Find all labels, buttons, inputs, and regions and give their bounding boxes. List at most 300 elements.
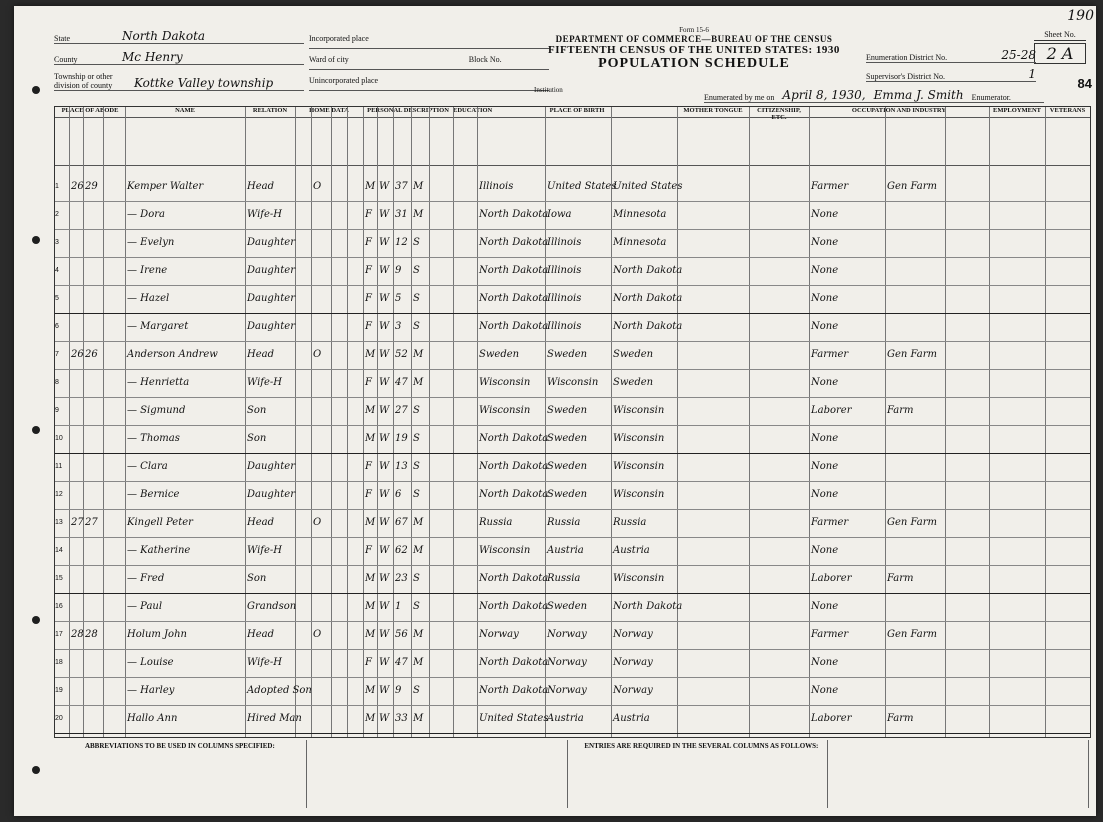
- cell-n: 14: [55, 547, 63, 554]
- cell-bpf: Austria: [547, 545, 584, 556]
- cell-dw: 26: [71, 181, 84, 192]
- cell-race: W: [379, 629, 390, 640]
- location-header: [54, 26, 304, 94]
- cell-sex: F: [365, 293, 372, 304]
- cell-rel: Wife-H: [247, 545, 283, 556]
- state-label: State: [54, 34, 70, 43]
- cell-rel: Son: [247, 573, 267, 584]
- cell-bpf: Austria: [547, 713, 584, 724]
- cell-mar: S: [413, 685, 420, 696]
- cell-n: 11: [55, 463, 63, 470]
- cell-age: 52: [395, 349, 408, 360]
- cell-bpm: North Dakota: [613, 265, 683, 276]
- cell-rel: Daughter: [247, 293, 295, 304]
- cell-bp: North Dakota: [479, 601, 549, 612]
- cell-mar: S: [413, 489, 420, 500]
- enum-district-value: 25-28: [1001, 48, 1036, 62]
- cell-bp: North Dakota: [479, 489, 549, 500]
- cell-own: O: [313, 349, 322, 360]
- cell-n: 7: [55, 351, 59, 358]
- cell-name: — Katherine: [127, 545, 191, 556]
- cell-name: — Clara: [127, 461, 168, 472]
- group-personal-description: PERSONAL DESCRIPTION: [363, 107, 453, 118]
- cell-ind: Farm: [887, 405, 914, 416]
- cell-sex: F: [365, 377, 372, 388]
- group-home-data: HOME DATA: [295, 107, 363, 118]
- cell-name: — Fred: [127, 573, 165, 584]
- cell-occ: Farmer: [811, 517, 849, 528]
- cell-sex: M: [365, 573, 376, 584]
- cell-ind: Gen Farm: [887, 181, 938, 192]
- cell-bp: North Dakota: [479, 685, 549, 696]
- cell-occ: None: [811, 685, 839, 696]
- cell-bpf: Sweden: [547, 433, 588, 444]
- cell-bpm: Austria: [613, 545, 650, 556]
- cell-age: 33: [395, 713, 408, 724]
- cell-mar: M: [413, 377, 424, 388]
- cell-bpm: Minnesota: [613, 237, 667, 248]
- cell-bp: Illinois: [479, 181, 514, 192]
- cell-bpf: Wisconsin: [547, 377, 599, 388]
- cell-age: 9: [395, 685, 402, 696]
- cell-bpf: Iowa: [547, 209, 572, 220]
- cell-age: 1: [395, 601, 402, 612]
- cell-sex: M: [365, 601, 376, 612]
- cell-bpm: Norway: [613, 629, 653, 640]
- cell-rel: Wife-H: [247, 377, 283, 388]
- cell-mar: S: [413, 601, 420, 612]
- place-header: [309, 34, 549, 97]
- cell-bpf: United States: [547, 181, 617, 192]
- cell-age: 47: [395, 657, 408, 668]
- corner-note: 190: [1067, 8, 1094, 24]
- cell-occ: Farmer: [811, 629, 849, 640]
- table-row: [55, 285, 1090, 314]
- population-table: [54, 106, 1091, 738]
- cell-mar: M: [413, 713, 424, 724]
- cell-age: 5: [395, 293, 402, 304]
- cell-race: W: [379, 461, 390, 472]
- table-row: [55, 397, 1090, 426]
- cell-mar: M: [413, 629, 424, 640]
- cell-ind: Gen Farm: [887, 629, 938, 640]
- binder-hole: [32, 86, 40, 94]
- cell-n: 1: [55, 183, 59, 190]
- cell-bp: Wisconsin: [479, 545, 531, 556]
- cell-bp: North Dakota: [479, 293, 549, 304]
- cell-n: 5: [55, 295, 59, 302]
- cell-bpf: Sweden: [547, 489, 588, 500]
- cell-bpf: Illinois: [547, 321, 582, 332]
- cell-name: — Bernice: [127, 489, 180, 500]
- cell-occ: None: [811, 293, 839, 304]
- cell-bp: North Dakota: [479, 209, 549, 220]
- district-header: [866, 48, 1036, 86]
- table-row: [55, 453, 1090, 482]
- cell-sex: M: [365, 629, 376, 640]
- cell-bpf: Sweden: [547, 461, 588, 472]
- cell-bpf: Sweden: [547, 349, 588, 360]
- cell-bp: Russia: [479, 517, 513, 528]
- cell-name: — Louise: [127, 657, 174, 668]
- cell-sex: F: [365, 545, 372, 556]
- cell-bpf: Illinois: [547, 237, 582, 248]
- abbreviations-block: [54, 740, 307, 808]
- ward-label: Ward of city: [309, 55, 349, 64]
- cell-occ: None: [811, 545, 839, 556]
- cell-rel: Adopted Son: [247, 685, 312, 696]
- cell-sex: M: [365, 405, 376, 416]
- cell-rel: Head: [247, 629, 275, 640]
- cell-name: Anderson Andrew: [127, 349, 218, 360]
- table-row: [55, 313, 1090, 342]
- cell-own: O: [313, 629, 322, 640]
- table-row: [55, 593, 1090, 622]
- enumerator-name: Emma J. Smith: [873, 88, 964, 102]
- cell-mar: S: [413, 237, 420, 248]
- cell-bpm: North Dakota: [613, 293, 683, 304]
- group-place-of-abode: PLACE OF ABODE: [55, 107, 125, 118]
- cell-occ: None: [811, 489, 839, 500]
- cell-bpm: Wisconsin: [613, 405, 665, 416]
- cell-n: 15: [55, 575, 63, 582]
- table-row: [55, 649, 1090, 678]
- cell-mar: S: [413, 293, 420, 304]
- cell-occ: Farmer: [811, 181, 849, 192]
- cell-ind: Gen Farm: [887, 517, 938, 528]
- cell-occ: Laborer: [811, 573, 852, 584]
- cell-mar: S: [413, 405, 420, 416]
- cell-name: — Harley: [127, 685, 175, 696]
- cell-bpm: United States: [613, 181, 683, 192]
- cell-occ: None: [811, 209, 839, 220]
- enum-district-label: Enumeration District No.: [866, 53, 948, 62]
- cell-dw: 28: [71, 629, 84, 640]
- cell-bpm: Wisconsin: [613, 461, 665, 472]
- cell-sex: M: [365, 517, 376, 528]
- entries-block: [576, 740, 829, 808]
- cell-mar: S: [413, 265, 420, 276]
- cell-bpm: Wisconsin: [613, 433, 665, 444]
- cell-name: Kingell Peter: [127, 517, 193, 528]
- abbreviations-title: ABBREVIATIONS TO BE USED IN COLUMNS SPECIFIED:: [84, 742, 275, 750]
- cell-bp: North Dakota: [479, 433, 549, 444]
- cell-bpm: Minnesota: [613, 209, 667, 220]
- cell-mar: S: [413, 321, 420, 332]
- cell-rel: Grandson: [247, 601, 297, 612]
- cell-race: W: [379, 377, 390, 388]
- cell-bpf: Sweden: [547, 601, 588, 612]
- cell-sex: F: [365, 237, 372, 248]
- cell-rel: Head: [247, 349, 275, 360]
- cell-race: W: [379, 181, 390, 192]
- cell-n: 20: [55, 715, 63, 722]
- cell-rel: Wife-H: [247, 209, 283, 220]
- cell-name: — Dora: [127, 209, 165, 220]
- table-row: [55, 509, 1090, 538]
- cell-name: Hallo Ann: [127, 713, 178, 724]
- ward-of-city: [309, 55, 549, 70]
- cell-mar: M: [413, 657, 424, 668]
- cell-rel: Daughter: [247, 321, 295, 332]
- cell-race: W: [379, 601, 390, 612]
- cell-bpf: Russia: [547, 573, 581, 584]
- incorporated-place: Incorporated place: [309, 34, 549, 49]
- cell-own: O: [313, 517, 322, 528]
- cell-dw: 26: [71, 349, 84, 360]
- table-row: [55, 173, 1090, 202]
- group-place-of-birth: PLACE OF BIRTH: [477, 107, 677, 118]
- cell-sex: F: [365, 489, 372, 500]
- cell-age: 9: [395, 265, 402, 276]
- cell-age: 67: [395, 517, 408, 528]
- cell-name: — Paul: [127, 601, 163, 612]
- cell-rel: Hired Man: [247, 713, 302, 724]
- cell-bp: Norway: [479, 629, 519, 640]
- cell-rel: Wife-H: [247, 657, 283, 668]
- cell-rel: Daughter: [247, 461, 295, 472]
- binder-hole: [32, 426, 40, 434]
- cell-race: W: [379, 265, 390, 276]
- cell-name: — Irene: [127, 265, 168, 276]
- cell-bp: United States: [479, 713, 549, 724]
- group-name: NAME: [125, 107, 245, 118]
- sheet-label: Sheet No.: [1034, 30, 1086, 41]
- cell-bp: North Dakota: [479, 573, 549, 584]
- cell-race: W: [379, 349, 390, 360]
- cell-rel: Daughter: [247, 237, 295, 248]
- department-title: DEPARTMENT OF COMMERCE—BUREAU OF THE CENSUS: [555, 34, 833, 44]
- form-footer: [54, 740, 1089, 808]
- cell-age: 13: [395, 461, 408, 472]
- cell-occ: None: [811, 433, 839, 444]
- cell-race: W: [379, 685, 390, 696]
- cell-mar: S: [413, 461, 420, 472]
- table-row: [55, 565, 1090, 594]
- cell-mar: M: [413, 545, 424, 556]
- enumerated-date: April 8, 1930,: [782, 88, 866, 102]
- state-value: North Dakota: [122, 29, 206, 43]
- census-title: FIFTEENTH CENSUS OF THE UNITED STATES: 1930: [548, 44, 840, 56]
- table-row: [55, 369, 1090, 398]
- cell-fam: 29: [85, 181, 98, 192]
- cell-n: 9: [55, 407, 59, 414]
- cell-name: — Thomas: [127, 433, 180, 444]
- cell-bpf: Norway: [547, 657, 587, 668]
- schedule-title: POPULATION SCHEDULE: [598, 56, 790, 71]
- cell-occ: Laborer: [811, 713, 852, 724]
- cell-occ: Laborer: [811, 405, 852, 416]
- table-row: [55, 481, 1090, 510]
- group-relation: RELATION: [245, 107, 295, 118]
- cell-mar: M: [413, 349, 424, 360]
- cell-ind: Farm: [887, 713, 914, 724]
- table-row: [55, 201, 1090, 230]
- cell-n: 13: [55, 519, 63, 526]
- cell-ind: Farm: [887, 573, 914, 584]
- cell-occ: Farmer: [811, 349, 849, 360]
- cell-bpm: Wisconsin: [613, 573, 665, 584]
- cell-sex: M: [365, 349, 376, 360]
- cell-bp: North Dakota: [479, 265, 549, 276]
- cell-mar: M: [413, 517, 424, 528]
- cell-occ: None: [811, 265, 839, 276]
- cell-age: 19: [395, 433, 408, 444]
- cell-bpm: Sweden: [613, 349, 654, 360]
- group-occupation: OCCUPATION AND INDUSTRY: [809, 107, 989, 118]
- cell-rel: Son: [247, 405, 267, 416]
- cell-n: 10: [55, 435, 63, 442]
- cell-n: 2: [55, 211, 59, 218]
- entries-title: ENTRIES ARE REQUIRED IN THE SEVERAL COLUMNS AS FOLLOWS:: [584, 742, 819, 750]
- cell-bp: North Dakota: [479, 321, 549, 332]
- cell-bpf: Norway: [547, 629, 587, 640]
- cell-name: — Margaret: [127, 321, 189, 332]
- cell-n: 6: [55, 323, 59, 330]
- cell-race: W: [379, 657, 390, 668]
- cell-mar: M: [413, 209, 424, 220]
- cell-n: 17: [55, 631, 63, 638]
- cell-name: — Hazel: [127, 293, 170, 304]
- cell-name: Holum John: [127, 629, 187, 640]
- cell-n: 3: [55, 239, 59, 246]
- cell-bp: North Dakota: [479, 237, 549, 248]
- cell-age: 56: [395, 629, 408, 640]
- cell-n: 8: [55, 379, 59, 386]
- cell-sex: F: [365, 321, 372, 332]
- cell-fam: 27: [85, 517, 98, 528]
- cell-occ: None: [811, 321, 839, 332]
- binder-hole: [32, 236, 40, 244]
- cell-age: 62: [395, 545, 408, 556]
- enumerator-label: Enumerator.: [971, 93, 1011, 102]
- sheet-value: 2 A: [1034, 43, 1086, 64]
- table-row: [55, 257, 1090, 286]
- footer-block: [315, 740, 568, 808]
- cell-sex: F: [365, 657, 372, 668]
- supervisor-label: Supervisor's District No.: [866, 72, 945, 81]
- cell-own: O: [313, 181, 322, 192]
- cell-bp: Wisconsin: [479, 405, 531, 416]
- cell-dw: 27: [71, 517, 84, 528]
- cell-occ: None: [811, 237, 839, 248]
- township-value: Kottke Valley township: [134, 76, 274, 90]
- cell-age: 23: [395, 573, 408, 584]
- cell-name: — Henrietta: [127, 377, 190, 388]
- group-veterans: VETERANS: [1045, 107, 1090, 118]
- cell-n: 19: [55, 687, 63, 694]
- cell-n: 16: [55, 603, 63, 610]
- cell-name: — Evelyn: [127, 237, 175, 248]
- table-row: [55, 537, 1090, 566]
- cell-rel: Daughter: [247, 489, 295, 500]
- cell-bpf: Russia: [547, 517, 581, 528]
- cell-bpm: Austria: [613, 713, 650, 724]
- cell-sex: F: [365, 209, 372, 220]
- cell-n: 4: [55, 267, 59, 274]
- form-number: Form 15-6: [679, 26, 709, 34]
- cell-sex: M: [365, 433, 376, 444]
- cell-race: W: [379, 517, 390, 528]
- cell-age: 3: [395, 321, 402, 332]
- cell-name: — Sigmund: [127, 405, 186, 416]
- cell-age: 47: [395, 377, 408, 388]
- sheet-number-box: [1034, 30, 1086, 64]
- table-row: [55, 677, 1090, 706]
- cell-bpf: Illinois: [547, 293, 582, 304]
- group-employment: EMPLOYMENT: [989, 107, 1045, 118]
- cell-name: Kemper Walter: [127, 181, 204, 192]
- table-row: [55, 425, 1090, 454]
- cell-ind: Gen Farm: [887, 349, 938, 360]
- cell-fam: 28: [85, 629, 98, 640]
- cell-n: 18: [55, 659, 63, 666]
- table-row: [55, 341, 1090, 370]
- enumeration-line: [704, 88, 1044, 103]
- cell-rel: Son: [247, 433, 267, 444]
- cell-race: W: [379, 713, 390, 724]
- county-label: County: [54, 55, 78, 64]
- cell-bpm: Norway: [613, 685, 653, 696]
- table-row: [55, 621, 1090, 650]
- cell-age: 12: [395, 237, 408, 248]
- footer-block: [836, 740, 1089, 808]
- county-value: Mc Henry: [122, 50, 183, 64]
- cell-bpm: North Dakota: [613, 601, 683, 612]
- institution-label: Institution: [534, 86, 563, 94]
- supervisor-value: 1: [1028, 67, 1036, 81]
- cell-occ: None: [811, 377, 839, 388]
- binder-hole: [32, 616, 40, 624]
- table-row: [55, 705, 1090, 734]
- cell-race: W: [379, 433, 390, 444]
- cell-occ: None: [811, 657, 839, 668]
- cell-occ: None: [811, 461, 839, 472]
- group-education: EDUCATION: [453, 107, 477, 118]
- cell-mar: S: [413, 433, 420, 444]
- cell-race: W: [379, 293, 390, 304]
- cell-race: W: [379, 321, 390, 332]
- cell-bp: Wisconsin: [479, 377, 531, 388]
- cell-race: W: [379, 405, 390, 416]
- cell-bpf: Sweden: [547, 405, 588, 416]
- cell-sex: F: [365, 265, 372, 276]
- cell-mar: S: [413, 573, 420, 584]
- group-mother-tongue: MOTHER TONGUE: [677, 107, 749, 118]
- cell-bp: North Dakota: [479, 461, 549, 472]
- group-citizenship: CITIZENSHIP, ETC.: [749, 107, 809, 118]
- cell-bpm: Wisconsin: [613, 489, 665, 500]
- cell-bpf: Illinois: [547, 265, 582, 276]
- cell-race: W: [379, 573, 390, 584]
- cell-mar: M: [413, 181, 424, 192]
- binder-hole: [32, 766, 40, 774]
- page-number: 84: [1077, 76, 1092, 91]
- cell-bp: Sweden: [479, 349, 520, 360]
- cell-n: 12: [55, 491, 63, 498]
- cell-sex: M: [365, 713, 376, 724]
- cell-age: 27: [395, 405, 408, 416]
- cell-bpf: Norway: [547, 685, 587, 696]
- cell-fam: 26: [85, 349, 98, 360]
- cell-age: 6: [395, 489, 402, 500]
- unincorporated-place: Unincorporated place: [309, 76, 549, 91]
- cell-race: W: [379, 489, 390, 500]
- cell-bpm: Russia: [613, 517, 647, 528]
- cell-bpm: Sweden: [613, 377, 654, 388]
- cell-bpm: Norway: [613, 657, 653, 668]
- cell-occ: None: [811, 601, 839, 612]
